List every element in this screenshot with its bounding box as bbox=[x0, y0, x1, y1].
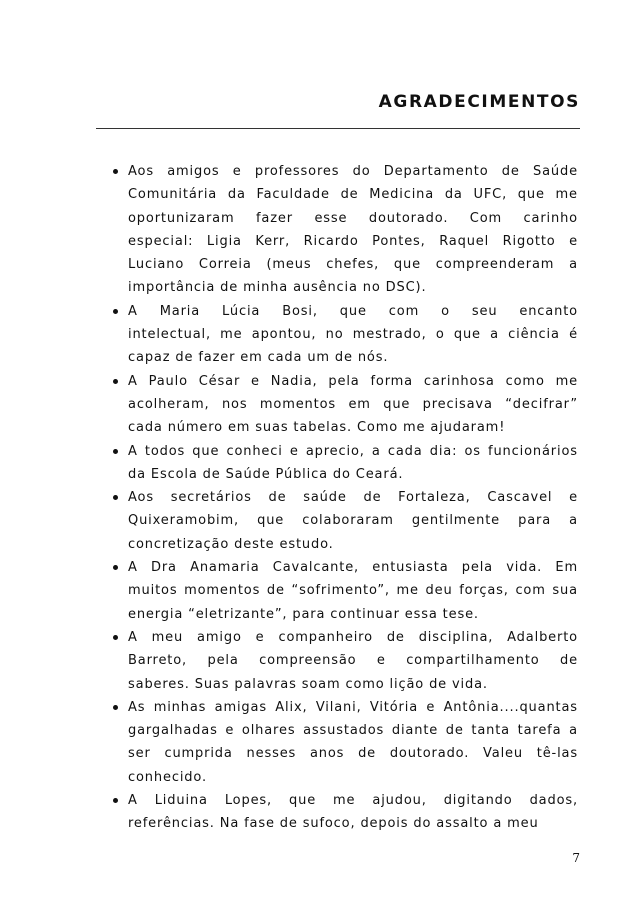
text-line: Aos amigos e professores do Departamento de Saúde bbox=[128, 164, 578, 179]
text-line: especial: Ligia Kerr, Ricardo Pontes, Raquel Rigotto e bbox=[128, 233, 578, 249]
text-line: A Dra Anamaria Cavalcante, entusiasta pela vida. Em bbox=[128, 560, 578, 576]
text-line: muitos momentos de “sofrimento”, me deu forças, com sua bbox=[128, 583, 578, 599]
text-line: acolheram, nos momentos em que precisava “decifrar” bbox=[128, 396, 578, 412]
acknowledgement-item bbox=[0, 160, 578, 300]
acknowledgement-item bbox=[0, 440, 578, 487]
bullet-icon bbox=[110, 160, 120, 183]
text-line: importância de minha ausência no DSC). bbox=[128, 280, 427, 296]
acknowledgement-item bbox=[0, 486, 578, 556]
title-rule bbox=[96, 128, 580, 129]
page-number: 7 bbox=[572, 851, 580, 865]
bullet-icon bbox=[110, 789, 120, 812]
bullet-icon bbox=[110, 696, 120, 719]
acknowledgement-item bbox=[0, 696, 578, 789]
text-line: A Liduina Lopes, que me ajudou, digitando dados, bbox=[128, 793, 578, 809]
text-line: gargalhadas e olhares assustados diante de tanta tarefa a bbox=[128, 723, 578, 739]
text-line: Luciano Correia (meus chefes, que compreenderam a bbox=[128, 257, 578, 273]
text-line: capaz de fazer em cada um de nós. bbox=[128, 350, 389, 366]
bullet-icon bbox=[110, 300, 120, 323]
acknowledgements-list bbox=[0, 160, 578, 836]
acknowledgement-item bbox=[0, 789, 578, 836]
text-line: A Paulo César e Nadia, pela forma carinhosa como me bbox=[128, 373, 578, 389]
text-line: Quixeramobim, que colaboraram gentilmente para a bbox=[128, 513, 578, 529]
text-line: oportunizaram fazer esse doutorado. Com carinho bbox=[128, 210, 578, 226]
acknowledgement-item bbox=[0, 300, 578, 370]
text-line: As minhas amigas Alix, Vilani, Vitória e Antônia....quantas bbox=[128, 699, 578, 715]
text-line: A todos que conheci e aprecio, a cada dia: os funcionários bbox=[128, 443, 578, 459]
text-line: saberes. Suas palavras soam como lição de vida. bbox=[128, 676, 488, 692]
text-line: concretização deste estudo. bbox=[128, 536, 334, 552]
bullet-icon bbox=[110, 440, 120, 463]
text-line: conhecido. bbox=[128, 769, 207, 785]
text-line: ser cumprida nesses anos de doutorado. Valeu tê-las bbox=[128, 746, 578, 762]
text-line: referências. Na fase de sufoco, depois do assalto a meu bbox=[128, 816, 539, 832]
bullet-icon bbox=[110, 556, 120, 579]
text-line: energia “eletrizante”, para continuar essa tese. bbox=[128, 606, 479, 622]
text-line: A meu amigo e companheiro de disciplina, Adalberto bbox=[128, 629, 578, 645]
page-title: AGRADECIMENTOS bbox=[378, 92, 580, 112]
text-line: da Escola de Saúde Pública do Ceará. bbox=[128, 466, 404, 482]
text-line: Aos secretários de saúde de Fortaleza, Cascavel e bbox=[128, 490, 578, 506]
bullet-icon bbox=[110, 486, 120, 509]
text-line: A Maria Lúcia Bosi, que com o seu encanto bbox=[128, 303, 578, 319]
text-line: intelectual, me apontou, no mestrado, o que a ciência é bbox=[128, 327, 578, 343]
bullet-icon bbox=[110, 626, 120, 649]
acknowledgement-item bbox=[0, 556, 578, 626]
acknowledgement-item bbox=[0, 626, 578, 696]
text-line: Comunitária da Faculdade de Medicina da UFC, que me bbox=[128, 187, 578, 203]
text-line: Barreto, pela compreensão e compartilhamento de bbox=[128, 653, 578, 669]
bullet-icon bbox=[110, 370, 120, 393]
text-line: cada número em suas tabelas. Como me ajudaram! bbox=[128, 420, 506, 436]
acknowledgement-item bbox=[0, 370, 578, 440]
